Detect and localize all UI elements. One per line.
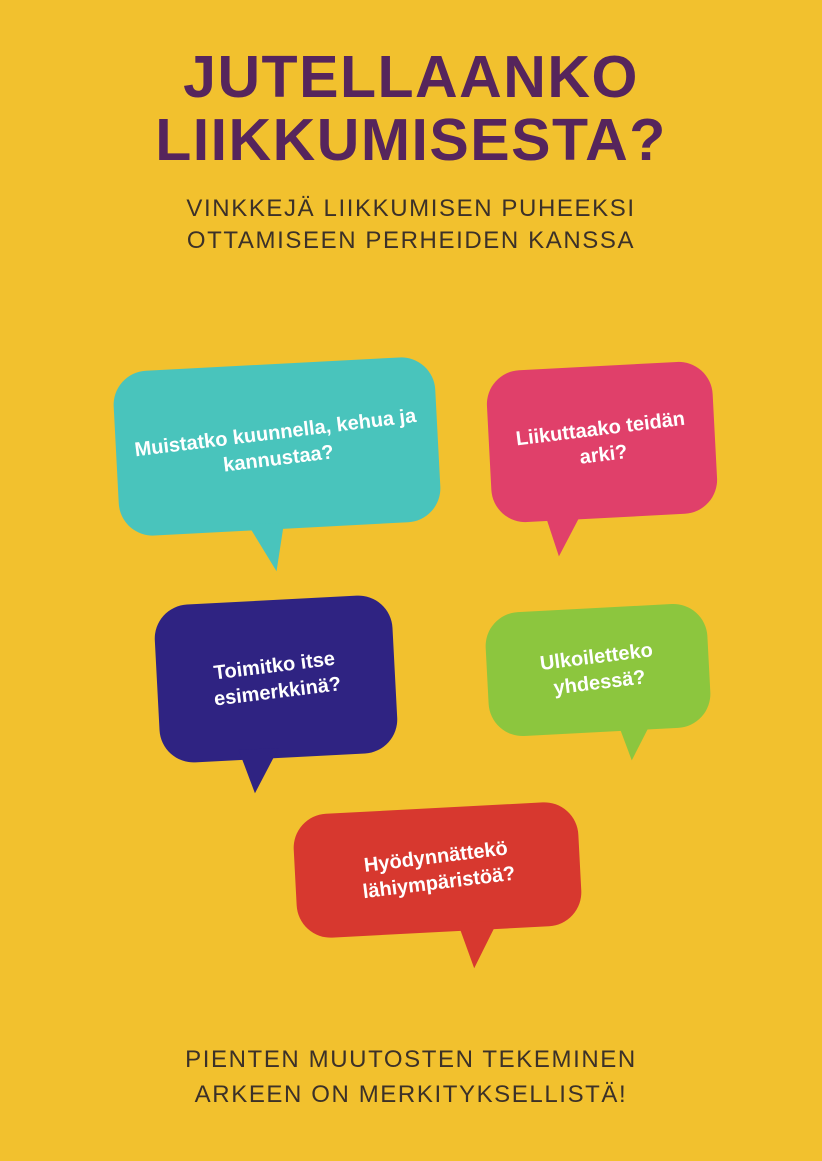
speech-bubble-text: Muistatko kuunnella, kehua ja kannustaa? — [133, 405, 418, 478]
footer-line-1: PIENTEN MUUTOSTEN TEKEMINEN — [185, 1046, 637, 1074]
speech-bubble-green — [484, 602, 712, 737]
speech-bubble-text: Toimitko itse esimerkkinä? — [212, 647, 343, 711]
speech-bubble-teal — [112, 356, 442, 538]
speech-bubble-pink — [485, 360, 719, 524]
speech-bubble-tail-icon — [248, 523, 286, 573]
subtitle-line-1: VINKKEJÄ LIIKKUMISEN PUHEEKSI — [186, 195, 636, 223]
speech-bubble-indigo — [153, 594, 399, 764]
footer-line-2: ARKEEN ON MERKITYKSELLISTÄ! — [194, 1081, 628, 1109]
speech-bubble-red — [292, 801, 583, 940]
speech-bubble-tail-icon — [239, 748, 281, 794]
speech-bubble-text: Liikuttaako teidän arki? — [514, 407, 687, 469]
poster-footer — [70, 1043, 752, 1113]
speech-bubble-text: Hyödynnättekö lähiympäristöä? — [361, 836, 517, 904]
speech-bubble-text: Ulkoiletteko yhdessä? — [538, 638, 654, 700]
page-title: JUTELLAANKO LIIKKUMISESTA? — [155, 44, 667, 173]
poster-subtitle — [90, 193, 732, 258]
subtitle-line-2: OTTAMISEEN PERHEIDEN KANSSA — [186, 227, 636, 255]
speech-bubble-tail-icon — [458, 921, 500, 969]
poster-header — [0, 46, 822, 258]
speech-bubble-tail-icon — [618, 721, 654, 761]
speech-bubble-tail-icon — [545, 511, 585, 557]
